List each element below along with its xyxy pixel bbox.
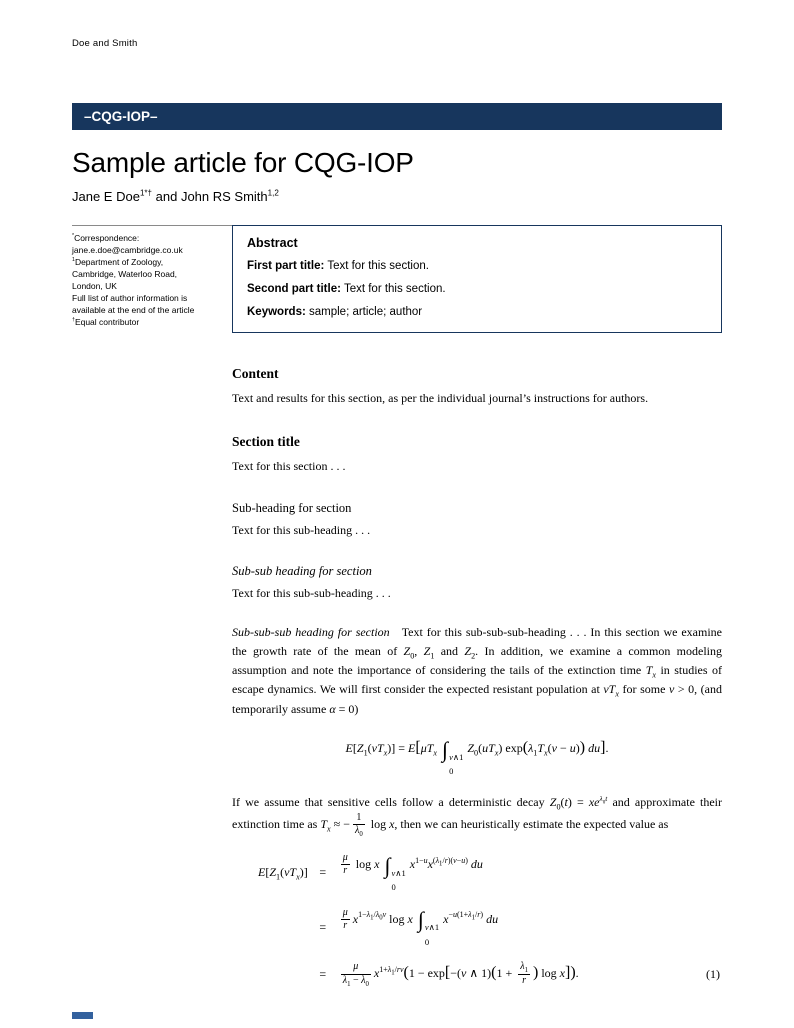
abstract-item xyxy=(247,282,707,297)
equation-1: $E[Z_1(vT_x)] = E[\mu T_x$ ∫ v∧1 0 $Z_0(uT_x) \exp(\lambda_1T_x(v - u))$ du]. xyxy=(345,736,609,776)
footer-mark xyxy=(72,1012,93,1019)
equation-2-row-3-rhs: $\frac{\mu}{\lambda_1 - \lambda_0}$ $x^{1+\lambda_1/rv}(1 - \exp[-(v$ ∧ 1)(1 + $\frac{\lambda_1}{r}$ ) log x]). xyxy=(342,961,579,988)
paragraph-sub: Text for this sub-heading . . . xyxy=(232,523,371,538)
authors-line: Jane E Doe$^{1*\dagger}$ and John RS Smith$^{1,2}$ xyxy=(72,188,279,204)
paragraph-section: Text for this section . . . xyxy=(232,459,346,474)
equation-2 xyxy=(258,852,722,988)
equals-sign: = xyxy=(319,865,327,880)
section-heading-section-title: Section title xyxy=(232,433,300,449)
running-head: Doe and Smith xyxy=(72,38,138,49)
equation-2-row-1-rhs: $\frac{\mu}{r}$ log x ∫ v∧1 0 $x^{1-u}x^{(\lambda_1/r)(v-u)}$ du xyxy=(342,851,483,892)
equation-2-lhs: $E[Z_1(vT_x)]$ xyxy=(258,865,308,882)
section-heading-content: Content xyxy=(232,365,279,381)
correspondence-block xyxy=(72,225,232,329)
equation-number: (1) xyxy=(706,967,720,982)
article-title: Sample article for CQG-IOP xyxy=(72,147,414,178)
equals-sign: = xyxy=(319,919,327,934)
abstract-item-text: Text for this section. xyxy=(327,260,429,272)
journal-banner xyxy=(72,103,722,130)
affiliation-line: Cambridge, Waterloo Road, xyxy=(72,269,178,280)
abstract-box xyxy=(232,225,722,333)
paragraph-sub-sub-sub xyxy=(232,623,722,719)
correspondence-email: jane.e.doe@cambridge.co.uk xyxy=(72,245,183,256)
paragraph-sub-sub: Text for this sub-sub-heading . . . xyxy=(232,585,391,600)
meta-row xyxy=(72,225,722,333)
sub-heading: Sub-heading for section xyxy=(232,501,352,516)
abstract-title: Abstract xyxy=(247,236,298,250)
affiliation-line: London, UK xyxy=(72,281,117,292)
abstract-item xyxy=(247,305,707,320)
sub-sub-sub-heading: Sub-sub-sub heading for section xyxy=(232,624,390,639)
correspondence-label: *Correspondence: xyxy=(72,233,140,243)
paragraph-after-equation-1: If we assume that sensitive cells follow a deterministic decay $Z_0(t) = xe^{\lambda_0t}$ and approximate their extinction time as $T_x$ ≈ − $\frac{1}{\lambda_0}$ log x, then we can heuristically estimate the expected value as xyxy=(232,793,723,839)
affiliation-line: $^1$Department of Zoology, xyxy=(72,257,164,268)
equal-contributor-note: †Equal contributor xyxy=(72,317,140,328)
abstract-item-label: Keywords: xyxy=(247,305,306,318)
author-info-note: Full list of author information is xyxy=(72,293,188,304)
sub-sub-heading: Sub-sub heading for section xyxy=(232,563,372,578)
paragraph-content: Text and results for this section, as per the individual journal’s instructions for authors. xyxy=(232,391,649,406)
journal-banner-label: –CQG-IOP– xyxy=(84,109,158,124)
abstract-item-label: First part title: xyxy=(247,260,325,272)
paragraph-sub-sub-sub-text: Text for this sub-sub-sub-heading . . . In this section we examine the growth rate of the mean of $Z_0$, $Z_1$ and $Z_2$. In addition, we examine a common modeling assumption and note the importance of considering the tails of the extinction time $T_x$ in studies of escape dynamics. We will first consider the expected resistant population at $vT_x$ for some v > 0, (and temporarily assume α = 0) xyxy=(232,624,723,716)
abstract-item xyxy=(247,259,707,274)
equation-2-row-2-rhs: $\frac{\mu}{r}$ $x^{1-\lambda_1/\lambda_0v}$ log x ∫ v∧1 0 $x^{-u(1+\lambda_1/r)}$ du xyxy=(342,906,499,947)
author-info-note: available at the end of the article xyxy=(72,305,195,316)
article-body xyxy=(232,363,722,988)
equals-sign: = xyxy=(319,967,327,982)
abstract-item-label: Second part title: xyxy=(247,282,341,295)
abstract-item-text: Text for this section. xyxy=(343,282,446,295)
abstract-item-text: sample; article; author xyxy=(309,305,423,318)
